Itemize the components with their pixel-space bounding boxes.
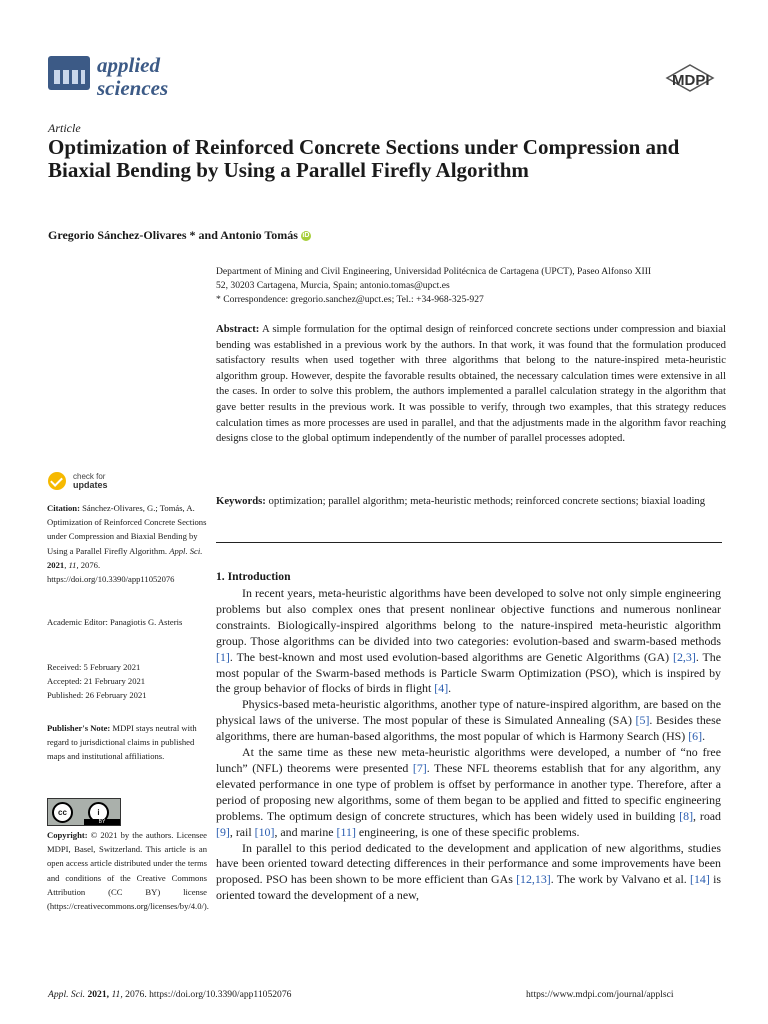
paragraph: In recent years, meta-heuristic algorithms have been developed to solve not only simple engineering problems but also complex ones that present nonlinear objective functions and numerous nonlinear constraints. Biologically-inspired algorithms belong to the nature-inspired meta-heuristic algorithm group. Those algorithms can be divided into two categories: evolution-based and swarm-based methods [1]. The best-known and most used evolution-based algorithms are Genetic Algorithms (GA) [2,3]. The most popular of the Swarm-based methods is Particle Swarm Optimization (PSO), which is inspired by the group behavior of flocks of birds in flight [4]. [216,586,722,696]
paragraph: In parallel to this period dedicated to the development and application of new algorithms, studies have been oriented toward detecting differences in their performance and some improvements have been proposed. PSO has been shown to be more efficient than GAs [12,13]. The work by Valvano et al. [14] is oriented toward the development of a new, [216,840,721,903]
section-heading: 1. Introduction [216,570,291,583]
journal-logo-icon [48,56,90,90]
orcid-icon[interactable]: iD [302,232,310,240]
introduction-body [216,586,721,904]
footer-journal-url[interactable]: https://www.mdpi.com/journal/applsci [526,989,674,1000]
keywords: Keywords: optimization; parallel algorithm; meta-heuristic methods; reinforced concrete sections; biaxial loading [216,495,706,507]
footer-citation: Appl. Sci. 2021, 11, 2076. https://doi.org/10.3390/app11052076 [48,989,292,1000]
journal-name[interactable]: applied sciences [97,53,169,100]
cc-license-badge[interactable]: cc i BY [47,798,121,826]
article-title: Optimization of Reinforced Concrete Sections under Compression and Biaxial Bending by Using a Parallel Firefly Algorithm [48,135,680,182]
copyright: Copyright: © 2021 by the authors. Licensee MDPI, Basel, Switzerland. This article is an open access article distributed under the terms and conditions of the Creative Commons Attribution (CC BY) license (https://creativecommons.org/licenses/by/4.0/). [47,830,209,912]
paragraph: At the same time as these new meta-heuristic algorithms were developed, a number of “no free lunch” (NFL) theorems were presented [7]. These NFL theorems establish that for any algorithm, any elevated performance in one type of problem is offset by performance in another type. Therefore, after a period of proposing new algorithms, some of them began to be applied and fitted to specific engineering problems. The optimum design of concrete structures, which has been widely used in building [8], road [9], rail [10], and marine [11] engineering, is one of these specific problems. [216,745,721,839]
check-updates-icon [48,472,66,490]
publisher-note: Publisher's Note: MDPI stays neutral with regard to jurisdictional claims in published maps and institutional affiliations. [47,723,197,762]
reference-link[interactable]: [8] [679,808,694,823]
abstract: Abstract: A simple formulation for the optimal design of reinforced concrete sections under compression and biaxial bending was established in a previous work by the authors. In that work, it was found that the formulation produced satisfactory results when used together with three algorithms that belong to the nature-inspired meta-heuristic algorithm group. However, despite the favorable results obtained, the necessary calculation times were extensive in all the cases. In order to solve this problem, the authors implemented a parallel calculation strategy in the algorithm that gave better results in the previous work. It was possible to verify, through two examples, that this strategy reduces calculation times as more processes are used in parallel, and that the adjustments made in the algorithm favor reaching designs close to the global optimum independently of the number of parallel processes adopted. [216,323,726,445]
article-type: Article [48,121,81,135]
reference-link[interactable]: [10] [254,824,275,839]
authors: Gregorio Sánchez-Olivares * and Antonio Tomás iD [48,228,310,242]
check-for-updates[interactable]: check for updates [48,472,108,490]
reference-link[interactable]: [5] [635,713,650,728]
attribution-icon: i [88,802,109,823]
reference-link[interactable]: [9] [216,824,230,839]
reference-link[interactable]: [11] [336,824,356,839]
reference-link[interactable]: [1] [216,649,230,664]
cc-icon: cc [52,802,73,823]
reference-link[interactable]: [7] [412,760,427,775]
reference-link[interactable]: [12,13] [516,872,551,887]
divider [216,542,722,543]
academic-editor: Academic Editor: Panagiotis G. Asteris [47,617,183,627]
citation: Citation: Sánchez-Olivares, G.; Tomás, A. Optimization of Reinforced Concrete Sections under Compression and Biaxial Bending by Using a Parallel Firefly Algorithm. Appl. Sci. 2021, 11, 2076. https://doi.org/10.3390/app11052076 [47,503,207,585]
reference-link[interactable]: [6] [688,729,703,744]
reference-link[interactable]: [2,3] [673,649,696,664]
dates: Received: 5 February 2021 Accepted: 21 February 2021 Published: 26 February 2021 [47,662,147,701]
affiliation: Department of Mining and Civil Engineering, Universidad Politécnica de Cartagena (UPCT), Paseo Alfonso XIII 52, 30203 Cartagena, Murcia, Spain; antonio.tomas@upct.es * Correspondence: gregorio.sanchez@upct.es; Tel.: +34-968-325-927 [216,266,652,305]
reference-link[interactable]: [14] [690,872,710,887]
reference-link[interactable]: [4] [434,681,449,696]
paragraph: Physics-based meta-heuristic algorithms, another type of nature-inspired algorithm, are based on the physical laws of the universe. The most popular of these is Simulated Annealing (SA) [5]. Besides these algorithms, there are human-based algorithms, the most popular of which is Harmony Search (HS) [6]. [216,697,721,744]
publisher-logo[interactable]: MDPI [672,72,710,89]
